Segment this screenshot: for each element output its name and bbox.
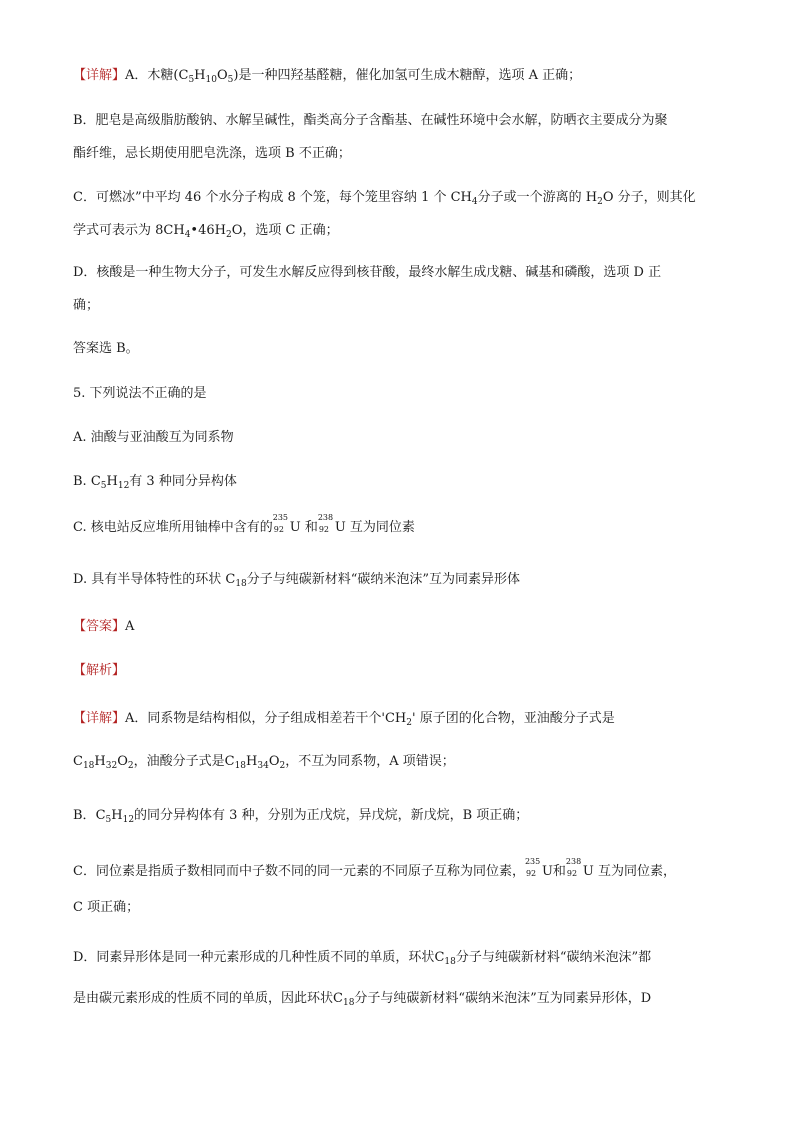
explain-prev-b1: B．肥皂是高级脂肪酸钠、水解呈碱性，酯类高分子含酯基、在碱性环境中会水解，防晒衣主要成分为聚 xyxy=(73,113,668,128)
explain-d1: D．同素异形体是同一种元素形成的几种性质不同的单质，环状$C_{18}$分子与纯碳新材料“碳纳米泡沫”都 xyxy=(73,950,652,967)
analysis-line xyxy=(73,661,125,681)
explain-prev-d2: 确； xyxy=(73,298,100,313)
isotope-u238: 238 92 xyxy=(317,513,334,534)
isotope-u235-b: 235 92 xyxy=(524,857,541,878)
explain-a1: 【详解】A．同系物是结构相似，分子组成相差若干个'$CH_2$' 原子团的化合物，亚油酸分子式是 xyxy=(73,711,615,728)
detail-tag-2: 【详解】 xyxy=(73,711,126,726)
option-c: C. 核电站反应堆所用铀棒中含有的 235 92 U 和 238 92 U 互为同位素 xyxy=(73,513,415,535)
answer-tag: 【答案】 xyxy=(73,619,126,634)
option-a: A. 油酸与亚油酸互为同系物 xyxy=(73,430,234,445)
explain-d2: 是由碳元素形成的性质不同的单质，因此环状$C_{18}$分子与纯碳新材料“碳纳米泡沫”互为同素异形体，D xyxy=(73,991,652,1008)
answer-value: A xyxy=(125,619,135,634)
explain-prev-b2: 酯纤维，忌长期使用肥皂洗涤，选项 B 不正确； xyxy=(73,146,351,161)
explain-prev-a: 【详解】A．木糖$(C_5H_{10}O_5)$是一种四羟基醛糖，催化加氢可生成木糖醇，选项 A 正确； xyxy=(73,68,582,85)
question-stem: 5. 下列说法不正确的是 xyxy=(73,386,207,401)
answer-line xyxy=(73,617,134,637)
explain-b1: B．$C_5H_{12}$的同分异构体有 3 种，分别为正戊烷，异戊烷，新戊烷，B 项正确； xyxy=(73,808,529,825)
explain-c1: C．同位素是指质子数相同而中子数不同的同一元素的不同原子互称为同位素， 235 92 U和 238 92 U 互为同位素， xyxy=(73,857,677,879)
option-d: D. 具有半导体特性的环状 $C_{18}$分子与纯碳新材料“碳纳米泡沫”互为同素异形体 xyxy=(73,572,521,589)
explain-c2: C 项正确； xyxy=(73,900,140,915)
answer-prev: 答案选 B。 xyxy=(73,341,139,356)
explain-a2: $C_{18}H_{32}O_2$，油酸分子式是$C_{18}H_{34}O_2$，不互为同系物，A 项错误； xyxy=(73,754,455,771)
isotope-u235: 235 92 xyxy=(272,513,289,534)
isotope-u238-b: 238 92 xyxy=(565,857,582,878)
explain-prev-d1: D．核酸是一种生物大分子，可发生水解反应得到核苷酸，最终水解生成戊糖、碱基和磷酸，选项 D 正 xyxy=(73,265,662,280)
explain-prev-c2: 学式可表示为 $8CH_4•46H_2O$，选项 C 正确； xyxy=(73,223,339,240)
option-b: B. $C_5H_{12}$有 3 种同分异构体 xyxy=(73,474,237,491)
explain-prev-c1: C．可燃冰”中平均 46 个水分子构成 8 个笼，每个笼里容纳 1 个 $CH_4$分子或一个游离的 $H_2O$ 分子，则其化 xyxy=(73,190,696,207)
detail-tag: 【详解】 xyxy=(73,68,126,83)
analysis-tag: 【解析】 xyxy=(73,663,126,678)
